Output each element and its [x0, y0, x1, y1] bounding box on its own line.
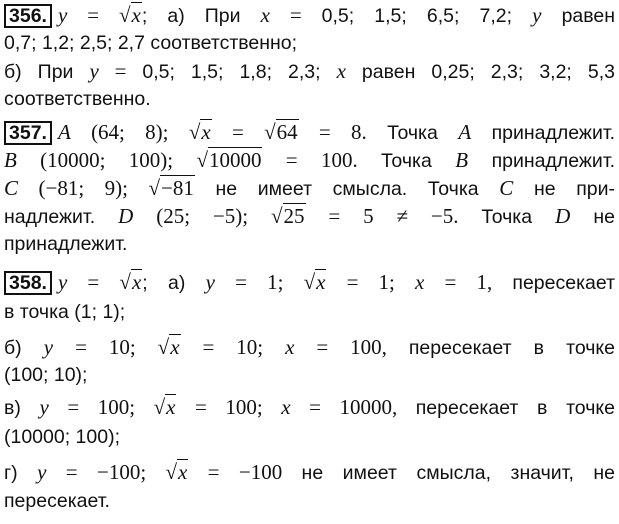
- math-variable: y: [89, 59, 99, 83]
- square-root: [165, 459, 188, 485]
- math-variable: y: [57, 3, 68, 27]
- math-variable: D: [555, 204, 571, 228]
- math-variable: C: [4, 176, 19, 200]
- math-expression: = 1,: [424, 270, 513, 294]
- text-fragment: ; а) При: [141, 5, 261, 27]
- text-line: [4, 119, 615, 146]
- text-fragment: не: [570, 206, 615, 228]
- text-fragment: не имеет смысла. Точка: [194, 178, 500, 200]
- square-root: [264, 119, 299, 145]
- radicand: −81: [160, 176, 194, 200]
- math-expression: (64; 8);: [70, 120, 189, 144]
- math-expression: =: [67, 270, 120, 294]
- math-expression: = 8.: [298, 120, 388, 144]
- text-fragment: принадлежит.: [4, 233, 128, 255]
- radical-sign-icon: √: [148, 176, 160, 200]
- text-line: [4, 2, 615, 29]
- math-variable: y: [205, 270, 215, 294]
- square-root: [158, 334, 181, 360]
- math-expression: =: [269, 3, 322, 27]
- text-fragment: (10000; 100);: [4, 426, 121, 448]
- problem-number: 358.: [4, 271, 52, 295]
- text-line: [4, 58, 615, 85]
- radicand: x: [201, 120, 211, 144]
- radicand: x: [166, 395, 176, 419]
- math-expression: (25; −5);: [133, 204, 271, 228]
- text-line: [4, 459, 615, 486]
- radical-sign-icon: √: [119, 270, 131, 294]
- text-fragment: в точка (1; 1);: [4, 301, 126, 323]
- text-fragment: принадлежит.: [468, 150, 616, 172]
- text-line: [4, 147, 615, 174]
- text-fragment: Точка: [481, 206, 556, 228]
- text-fragment: 0,5; 1,5; 6,5; 7,2;: [321, 5, 533, 27]
- text-fragment: Точка: [387, 122, 459, 144]
- math-variable: y: [37, 460, 47, 484]
- math-variable: A: [57, 120, 71, 144]
- math-expression: = −100;: [46, 460, 166, 484]
- radical-sign-icon: √: [165, 460, 178, 484]
- square-root: [189, 119, 212, 145]
- math-expression: = 100;: [176, 395, 282, 419]
- text-line: [4, 362, 615, 388]
- math-expression: (10000; 100);: [16, 148, 197, 172]
- math-expression: = 1;: [214, 270, 304, 294]
- math-variable: x: [415, 270, 425, 294]
- text-line: [4, 203, 615, 230]
- radicand: x: [131, 270, 142, 294]
- math-expression: = 1;: [326, 270, 416, 294]
- radical-sign-icon: √: [157, 335, 170, 359]
- text-fragment: пересекает в точке: [415, 397, 615, 419]
- math-variable: A: [458, 120, 472, 144]
- square-root: [304, 269, 327, 295]
- text-fragment: Точка: [381, 150, 456, 172]
- radicand: 64: [276, 120, 298, 144]
- text-fragment: в): [4, 397, 40, 419]
- square-root: [119, 269, 142, 295]
- math-expression: = −100: [188, 460, 302, 484]
- text-line: [4, 424, 615, 450]
- radicand: x: [131, 3, 141, 27]
- math-expression: = 10;: [53, 335, 158, 359]
- radical-sign-icon: √: [303, 270, 316, 294]
- text-fragment: надлежит.: [4, 206, 119, 228]
- radicand: x: [316, 270, 326, 294]
- text-fragment: пересекает: [512, 272, 616, 294]
- math-expression: (−81; 9);: [18, 176, 149, 200]
- math-variable: C: [499, 176, 514, 200]
- math-variable: x: [285, 335, 295, 359]
- text-fragment: (100; 10);: [4, 364, 88, 386]
- square-root: [119, 2, 142, 28]
- text-fragment: соответственно.: [4, 88, 151, 110]
- math-expression: = 100;: [48, 395, 154, 419]
- problem-number: 357.: [4, 121, 52, 145]
- math-variable: B: [455, 148, 469, 172]
- text-line: [4, 231, 615, 257]
- text-fragment: не при-: [513, 178, 615, 200]
- radicand: x: [178, 460, 188, 484]
- problem-number: 356.: [4, 4, 52, 28]
- math-variable: D: [118, 204, 134, 228]
- text-line: [4, 30, 615, 56]
- text-fragment: равен: [541, 5, 616, 27]
- square-root: [271, 203, 306, 229]
- square-root: [154, 394, 177, 420]
- text-line: [4, 86, 615, 112]
- radical-sign-icon: √: [188, 120, 201, 144]
- math-expression: = 10000,: [290, 395, 416, 419]
- math-variable: y: [57, 270, 68, 294]
- radical-sign-icon: √: [153, 395, 166, 419]
- text-fragment: пересекает в точке: [408, 337, 615, 359]
- math-variable: x: [336, 59, 346, 83]
- math-variable: x: [260, 3, 270, 27]
- math-expression: =: [67, 3, 119, 27]
- math-expression: = 5 ≠ −5.: [305, 204, 482, 228]
- text-fragment: ; а): [142, 272, 206, 294]
- radical-sign-icon: √: [118, 3, 131, 27]
- square-root: [148, 175, 194, 201]
- math-variable: x: [281, 395, 291, 419]
- text-fragment: принадлежит.: [471, 122, 616, 144]
- text-fragment: пересекает.: [4, 490, 110, 512]
- text-fragment: г): [4, 462, 38, 484]
- text-line: [4, 334, 615, 361]
- radical-sign-icon: √: [196, 148, 208, 172]
- text-fragment: 0,7; 1,2; 2,5; 2,7 соответственно;: [4, 32, 298, 54]
- text-line: [4, 394, 615, 421]
- math-expression: =: [211, 120, 265, 144]
- text-fragment: б) При: [4, 61, 90, 83]
- math-variable: y: [532, 3, 542, 27]
- radical-sign-icon: √: [264, 120, 276, 144]
- text-fragment: равен 0,25; 2,3; 3,2; 5,3: [345, 61, 615, 83]
- text-line: [4, 488, 615, 514]
- text-fragment: б): [4, 337, 44, 359]
- radicand: 25: [283, 204, 305, 228]
- text-fragment: не имеет смысла, значит, не: [301, 462, 615, 484]
- text-line: [4, 269, 615, 296]
- text-line: [4, 175, 615, 202]
- radical-sign-icon: √: [270, 204, 283, 228]
- radicand: x: [170, 335, 180, 359]
- math-variable: y: [43, 335, 54, 359]
- text-fragment: 0,5; 1,5; 1,8; 2,3;: [142, 61, 337, 83]
- math-variable: y: [39, 395, 49, 419]
- radicand: 10000: [208, 148, 262, 172]
- math-expression: = 100.: [262, 148, 382, 172]
- math-expression: = 100,: [294, 335, 409, 359]
- math-expression: = 10;: [180, 335, 286, 359]
- math-expression: =: [98, 59, 143, 83]
- math-variable: B: [4, 148, 17, 172]
- square-root: [196, 147, 262, 173]
- text-line: [4, 299, 615, 325]
